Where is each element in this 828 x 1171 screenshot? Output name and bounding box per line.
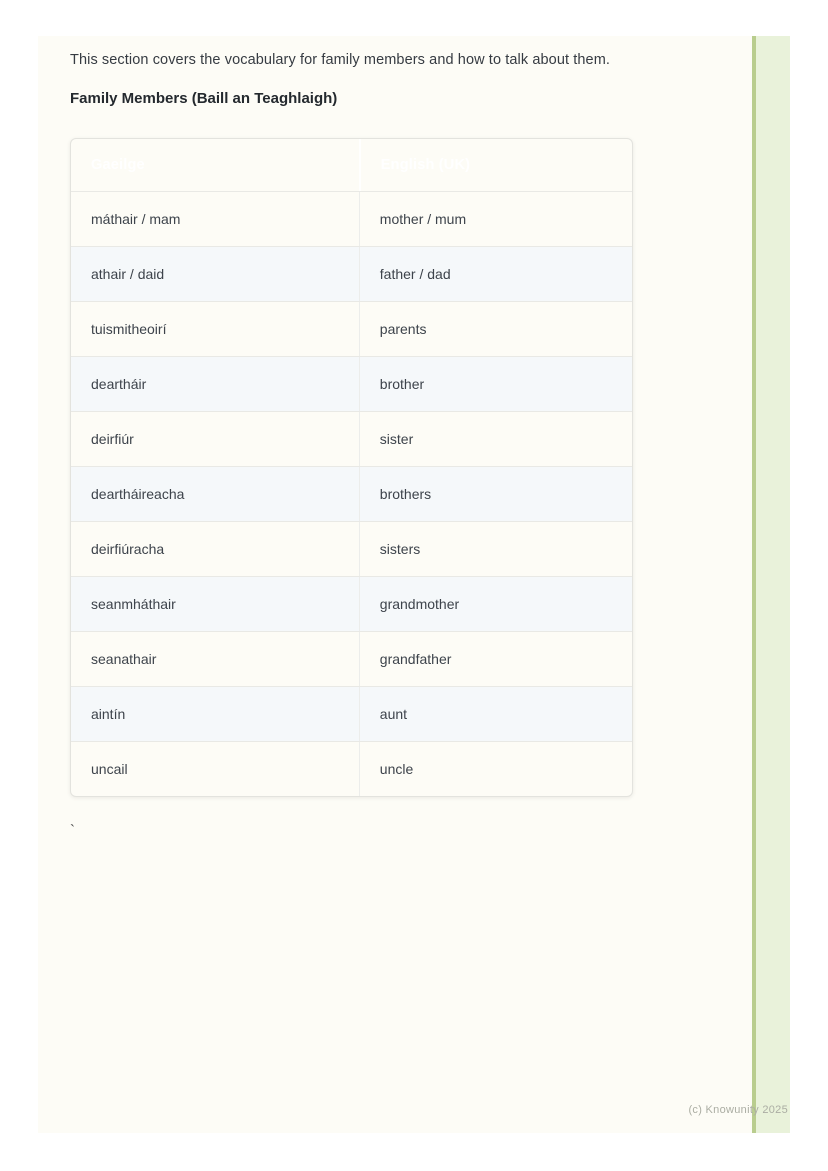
column-header-english: English (UK): [359, 139, 632, 191]
vocab-table-header: [71, 139, 632, 191]
column-header-gaeilge: Gaeilge: [91, 157, 145, 173]
section-heading: Family Members (Baill an Teaghlaigh): [70, 90, 338, 107]
gaeilge-cell: seanmháthair: [91, 596, 176, 612]
table-row: [71, 356, 632, 411]
english-cell: sisters: [359, 522, 632, 576]
gaeilge-cell: aintín: [91, 706, 126, 722]
table-row: [71, 741, 632, 796]
table-row: [71, 521, 632, 576]
table-row: [71, 191, 632, 246]
english-cell: grandfather: [359, 632, 632, 686]
table-row: [71, 631, 632, 686]
english-cell: mother / mum: [359, 192, 632, 246]
gaeilge-cell: deirfiúr: [91, 431, 134, 447]
gaeilge-cell: athair / daid: [91, 266, 165, 282]
copyright-footer: (c) Knowunity 2025: [688, 1104, 788, 1116]
table-row: [71, 466, 632, 521]
table-row: [71, 301, 632, 356]
english-cell: father / dad: [359, 247, 632, 301]
table-row: [71, 246, 632, 301]
table-row: [71, 686, 632, 741]
vocab-table: [70, 138, 633, 797]
english-cell: sister: [359, 412, 632, 466]
english-cell: brother: [359, 357, 632, 411]
gaeilge-cell: máthair / mam: [91, 211, 181, 227]
vocab-table-body: [71, 191, 632, 796]
english-cell: parents: [359, 302, 632, 356]
table-row: [71, 576, 632, 631]
page-edge-accent-bar: [752, 36, 790, 1133]
gaeilge-cell: deirfiúracha: [91, 541, 165, 557]
english-cell: grandmother: [359, 577, 632, 631]
english-cell: brothers: [359, 467, 632, 521]
intro-paragraph: This section covers the vocabulary for family members and how to talk about them.: [70, 52, 611, 68]
page-content: [70, 46, 631, 839]
stray-backtick-mark: `: [70, 822, 75, 839]
gaeilge-cell: uncail: [91, 761, 128, 777]
gaeilge-cell: tuismitheoirí: [91, 321, 167, 337]
english-cell: uncle: [359, 742, 632, 796]
table-row: [71, 411, 632, 466]
english-cell: aunt: [359, 687, 632, 741]
document-page: [38, 36, 790, 1133]
gaeilge-cell: deartháir: [91, 376, 147, 392]
gaeilge-cell: seanathair: [91, 651, 157, 667]
gaeilge-cell: deartháireacha: [91, 486, 185, 502]
